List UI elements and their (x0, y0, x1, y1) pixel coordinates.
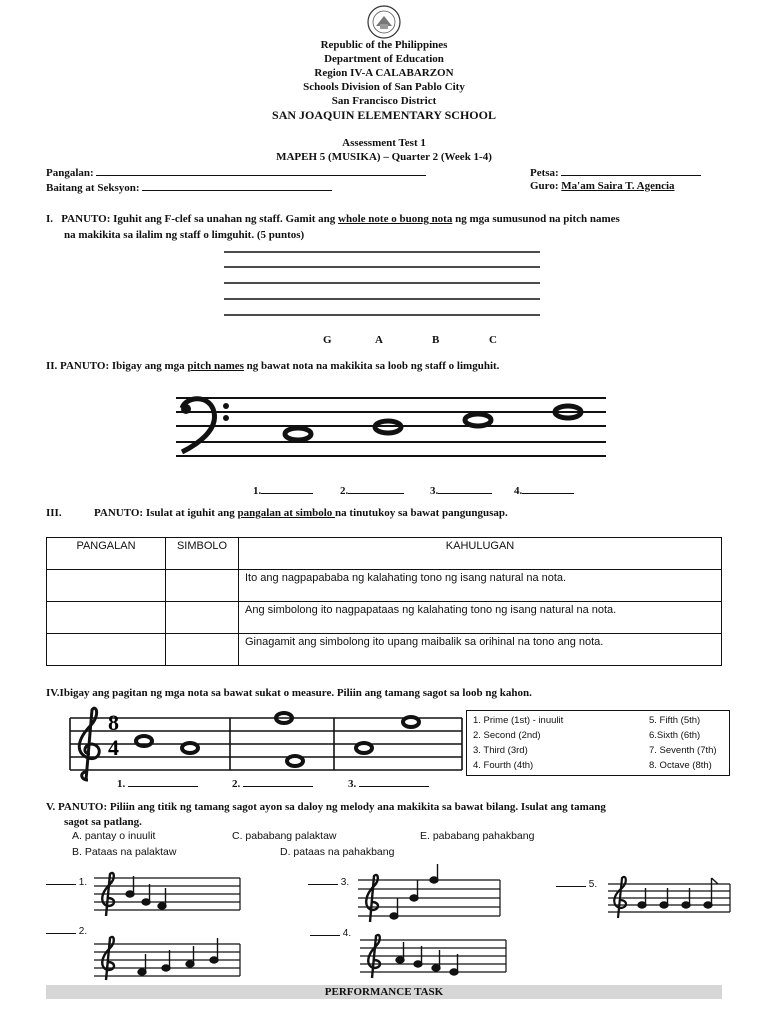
answer-line[interactable] (308, 873, 338, 885)
item-number: 5. (588, 879, 598, 890)
melody-staff-4 (360, 936, 510, 982)
section5-instruction: V. PANUTO: Piliin ang titik ng tamang sagot ayon sa daloy ng melody ana makikita sa bawat bilang. Isulat ang tamang (46, 801, 606, 813)
teacher-name: Ma'am Saira T. Agencia (561, 180, 675, 192)
section4-instruction: IV.Ibigay ang pagitan ng mga nota sa bawat sukat o measure. Piliin ang tamang sagot sa loob ng kahon. (46, 687, 532, 699)
melody-staff-5 (608, 874, 732, 918)
section3-emphasis: pangalan at simbolo (237, 507, 336, 519)
teacher-field (530, 179, 675, 193)
school-name: SAN JOAQUIN ELEMENTARY SCHOOL (272, 108, 496, 122)
answer-number: 4. (514, 485, 523, 497)
section1-emphasis: whole note o buong nota (338, 213, 453, 225)
pitch-label-b: B (432, 334, 440, 346)
answer-number: 3. (348, 778, 357, 790)
answer-line[interactable] (348, 482, 404, 494)
item-number: 4. (342, 928, 352, 939)
melody-staff-1 (94, 872, 244, 918)
date-label: Petsa: (530, 167, 559, 179)
performance-task-title: PERFORMANCE TASK (324, 986, 444, 998)
name-field[interactable] (46, 164, 426, 180)
section1-instruction-line2: na makikita sa ilalim ng staff o limguhit. (5 puntos) (64, 229, 305, 241)
melody-item-1-label[interactable] (46, 873, 87, 888)
bass-clef-staff (176, 396, 608, 462)
choice-item: 5. Fifth (5th) (649, 715, 701, 726)
option-b: B. Pataas na palaktaw (72, 846, 177, 858)
choice-item: 3. Third (3rd) (473, 745, 528, 756)
answer-line[interactable] (556, 875, 586, 887)
choice-item: 6.Sixth (6th) (649, 730, 701, 741)
quarter-note (638, 878, 718, 908)
kahulugan-cell: Ginagamit ang simbolong ito upang maibalik sa orihinal na tono ang nota. (239, 634, 722, 666)
answer-line[interactable] (438, 482, 492, 494)
melody-item-4-label[interactable] (310, 924, 351, 939)
column-header-pangalan: PANGALAN (47, 538, 166, 570)
answer-line[interactable] (522, 482, 574, 494)
answer-number: 1. (117, 778, 126, 790)
column-header-kahulugan: KAHULUGAN (239, 538, 722, 570)
section3-number: III. (46, 507, 62, 519)
section2-instruction (46, 359, 499, 373)
answer-line[interactable] (359, 775, 429, 787)
choice-item: 2. Second (2nd) (473, 730, 541, 741)
name-blank[interactable] (96, 164, 426, 176)
choice-item: 4. Fourth (4th) (473, 760, 534, 771)
option-e: E. pababang pahakbang (420, 830, 535, 842)
option-a: A. pantay o inuulit (72, 830, 156, 842)
answer-blank-1[interactable] (253, 482, 313, 498)
whole-note (136, 713, 419, 766)
treble-staff-intervals (66, 708, 466, 784)
choice-item: 1. Prime (1st) - inuulit (473, 715, 564, 726)
performance-task-bar (46, 985, 722, 999)
symbols-table (46, 537, 722, 666)
deped-seal-logo (362, 4, 406, 40)
section1-instruction (46, 212, 746, 226)
section2-text: II. PANUTO: Ibigay ang mga (46, 360, 188, 372)
answer-line[interactable] (261, 482, 313, 494)
header-line: Schools Division of San Pablo City (303, 81, 465, 93)
item-number: 1. (78, 877, 88, 888)
teacher-label: Guro: (530, 180, 559, 192)
pitch-label-a: A (375, 334, 383, 346)
kahulugan-cell: Ito ang nagpapababa ng kalahating tono ng isang natural na nota. (239, 570, 722, 602)
time-signature-bottom: 4 (108, 735, 119, 760)
answer-cell-pangalan[interactable] (47, 570, 166, 602)
answer-number: 1. (253, 485, 262, 497)
choice-item: 7. Seventh (7th) (649, 745, 717, 756)
table-row (47, 634, 722, 666)
section5-instruction-line2: sagot sa patlang. (64, 816, 142, 828)
section1-text-end: ng mga sumusunod na pitch names (452, 213, 620, 225)
item-number: 2. (78, 926, 88, 937)
answer-blank-3[interactable] (430, 482, 492, 498)
pitch-label-g: G (323, 334, 332, 346)
answer-line[interactable] (46, 873, 76, 885)
answer-line[interactable] (128, 775, 198, 787)
table-row (47, 602, 722, 634)
choice-item: 8. Octave (8th) (649, 760, 712, 771)
header-line: Department of Education (324, 53, 444, 65)
melody-item-3-label[interactable] (308, 873, 349, 888)
melody-item-2-label[interactable] (46, 922, 87, 937)
answer-number: 2. (340, 485, 349, 497)
section2-text-end: ng bawat nota na makikita sa loob ng staff o limguhit. (243, 360, 500, 372)
section2-emphasis: pitch names (187, 360, 244, 372)
kahulugan-cell: Ang simbolong ito nagpapataas ng kalahating tono ng isang natural na nota. (239, 602, 722, 634)
table-row (47, 570, 722, 602)
interval-answer-2[interactable] (232, 775, 313, 791)
section3-text-end: na tinutukoy sa bawat pangungusap. (335, 507, 508, 519)
header-line: Region IV-A CALABARZON (314, 67, 454, 79)
column-header-simbolo: SIMBOLO (166, 538, 239, 570)
answer-cell-simbolo[interactable] (166, 634, 239, 666)
interval-answer-1[interactable] (117, 775, 198, 791)
section1-number: I. (46, 213, 54, 225)
answer-number: 3. (430, 485, 439, 497)
name-label: Pangalan: (46, 167, 94, 179)
answer-cell-pangalan[interactable] (47, 602, 166, 634)
pitch-label-c: C (489, 334, 497, 346)
test-title: Assessment Test 1 (342, 137, 426, 149)
section3-text: PANUTO: Isulat at iguhit ang (94, 507, 238, 519)
quarter-note (396, 942, 458, 975)
table-header-row (47, 538, 722, 570)
answer-cell-simbolo[interactable] (166, 602, 239, 634)
melody-item-5-label[interactable] (556, 875, 597, 890)
interval-choices-box (466, 710, 730, 776)
header-line: Republic of the Philippines (320, 39, 448, 51)
answer-number: 2. (232, 778, 241, 790)
grade-blank[interactable] (142, 179, 332, 191)
option-c: C. pababang palaktaw (232, 830, 337, 842)
answer-line[interactable] (46, 922, 76, 934)
header-line: San Francisco District (331, 95, 437, 107)
time-signature-top: 8 (108, 710, 119, 735)
item-number: 3. (340, 877, 350, 888)
grade-label: Baitang at Seksyon: (46, 182, 140, 194)
interval-answer-3[interactable] (348, 775, 429, 791)
quarter-note (390, 864, 438, 919)
header-block (0, 38, 768, 122)
answer-line[interactable] (310, 924, 340, 936)
option-d: D. pataas na pahakbang (280, 846, 395, 858)
date-blank[interactable] (561, 164, 701, 176)
quarter-note (126, 876, 166, 909)
answer-line[interactable] (243, 775, 313, 787)
answer-cell-simbolo[interactable] (166, 570, 239, 602)
melody-staff-3 (358, 872, 504, 922)
grade-section-field[interactable] (46, 179, 332, 195)
melody-staff-2 (94, 928, 244, 978)
answer-blank-2[interactable] (340, 482, 404, 498)
answer-cell-pangalan[interactable] (47, 634, 166, 666)
section1-text: PANUTO: Iguhit ang F-clef sa unahan ng staff. Gamit ang (61, 213, 339, 225)
treble-clef-icon (102, 937, 114, 980)
date-field[interactable] (530, 164, 701, 180)
blank-staff (224, 248, 542, 320)
subject-title: MAPEH 5 (MUSIKA) – Quarter 2 (Week 1-4) (276, 151, 492, 163)
answer-blank-4[interactable] (514, 482, 574, 498)
section3-instruction (94, 506, 508, 520)
